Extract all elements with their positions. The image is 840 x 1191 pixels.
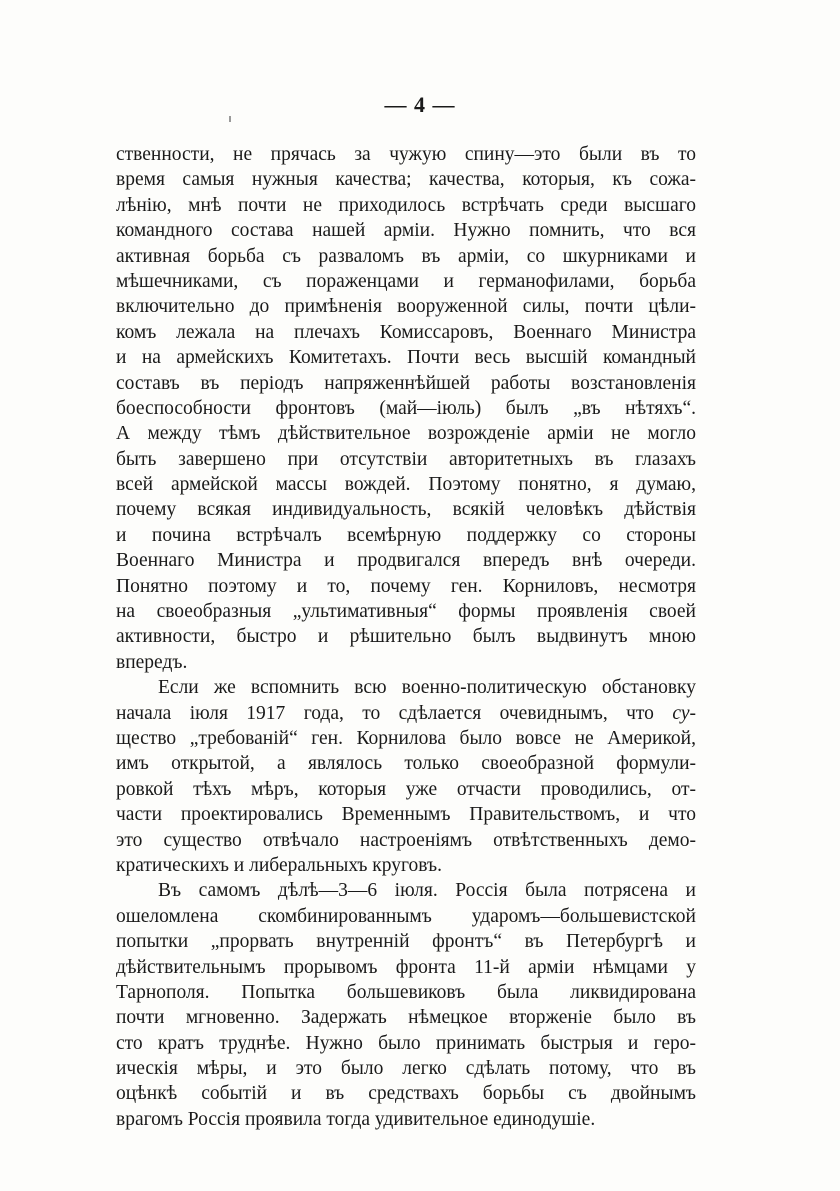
text-line: включительно до примѣненія вооруженной силы, почти цѣли- — [116, 296, 696, 318]
scan-speck — [229, 116, 231, 122]
text-line: всей армейской массы вождей. Поэтому понятно, я думаю, — [116, 474, 696, 496]
text-line: командного состава нашей арміи. Нужно помнить, что вся — [116, 220, 696, 242]
paragraph-2 — [116, 675, 696, 878]
text-line: дѣйствительнымъ прорывомъ фронта 11-й арміи нѣмцами у — [116, 956, 696, 978]
text-line: комъ лежала на плечахъ Комиссаровъ, Военнаго Министра — [116, 321, 696, 343]
text-line: ровкой тѣхъ мѣръ, которыя уже отчасти проводились, от- — [116, 778, 696, 800]
text-line: мѣшечниками, съ пораженцами и германофилами, борьба — [116, 270, 696, 292]
page-number: — 4 — — [384, 92, 456, 117]
text-line: А между тѣмъ дѣйствительное возрожденіе арміи не могло — [116, 423, 696, 445]
text-line: Военнаго Министра и продвигался впередъ внѣ очереди. — [116, 550, 696, 572]
text-line: Въ самомъ дѣлѣ—3—6 іюля. Россія была потрясена и — [158, 880, 696, 902]
text-line: имъ открытой, а являлось только своеобразной формули- — [116, 753, 696, 775]
text-line: активная борьба съ разваломъ въ арміи, со шкурниками и — [116, 245, 696, 267]
text-line: врагомъ Россія проявила тогда удивительное единодушіе. — [116, 1108, 596, 1130]
text-line — [116, 701, 696, 726]
text-line: это существо отвѣчало настроеніямъ отвѣтственныхъ демо- — [116, 829, 696, 851]
text-line: щество „требованій“ ген. Корнилова было вовсе не Америкой, — [116, 727, 696, 749]
paragraph-3 — [116, 878, 696, 1132]
text-line: составъ въ періодъ напряженнѣйшей работы возстановленія — [116, 372, 696, 394]
text-line-main: начала іюля 1917 года, то сдѣлается очевиднымъ, что — [116, 702, 654, 724]
text-line: Если же вспомнить всю военно-политическую обстановку — [158, 677, 696, 699]
text-line: оцѣнкѣ событій и въ средствахъ борьбы съ двойнымъ — [116, 1083, 696, 1105]
text-line: Понятно поэтому и то, почему ген. Корниловъ, несмотря — [116, 575, 696, 597]
italic-fragment: су- — [672, 702, 696, 724]
text-line: лѣнію, мнѣ почти не приходилось встрѣчать среди высшаго — [116, 194, 696, 216]
text-line: почти мгновенно. Задержать нѣмецкое вторженіе было въ — [116, 1007, 696, 1029]
text-line: попытки „прорвать внутренній фронтъ“ въ Петербургѣ и — [116, 931, 696, 953]
text-line: ственности, не прячась за чужую спину—это были въ то — [116, 144, 696, 165]
text-line: Тарнополя. Попытка большевиковъ была ликвидирована — [116, 981, 696, 1003]
text-line: на своеобразныя „ультимативныя“ формы проявленія своей — [116, 601, 696, 623]
body-text — [116, 142, 696, 1132]
text-line: кратическихъ и либеральныхъ круговъ. — [116, 854, 442, 876]
text-line: активности, быстро и рѣшительно былъ выдвинутъ мною — [116, 626, 696, 648]
text-line: время самыя нужныя качества; качества, которыя, къ сожа- — [116, 169, 696, 191]
paragraph-1 — [116, 142, 696, 675]
text-line: сто кратъ труднѣе. Нужно было принимать быстрыя и геро- — [116, 1032, 696, 1054]
text-line: впередъ. — [116, 651, 188, 673]
text-line: почему всякая индивидуальность, всякій человѣкъ дѣйствія — [116, 499, 696, 521]
text-line: быть завершено при отсутствіи авторитетныхъ въ глазахъ — [116, 448, 696, 470]
text-line: части проектировались Временнымъ Правительствомъ, и что — [116, 804, 696, 826]
text-line: и почина встрѣчалъ всемѣрную поддержку со стороны — [116, 524, 696, 546]
text-line: и на армейскихъ Комитетахъ. Почти весь высшій командный — [116, 347, 696, 369]
text-line: ошеломлена скомбинированнымъ ударомъ—большевистской — [116, 905, 696, 927]
text-line: боеспособности фронтовъ (май—іюль) былъ „въ нѣтяхъ“. — [116, 397, 696, 419]
text-line: ическія мѣры, и это было легко сдѣлать потому, что въ — [116, 1058, 696, 1080]
